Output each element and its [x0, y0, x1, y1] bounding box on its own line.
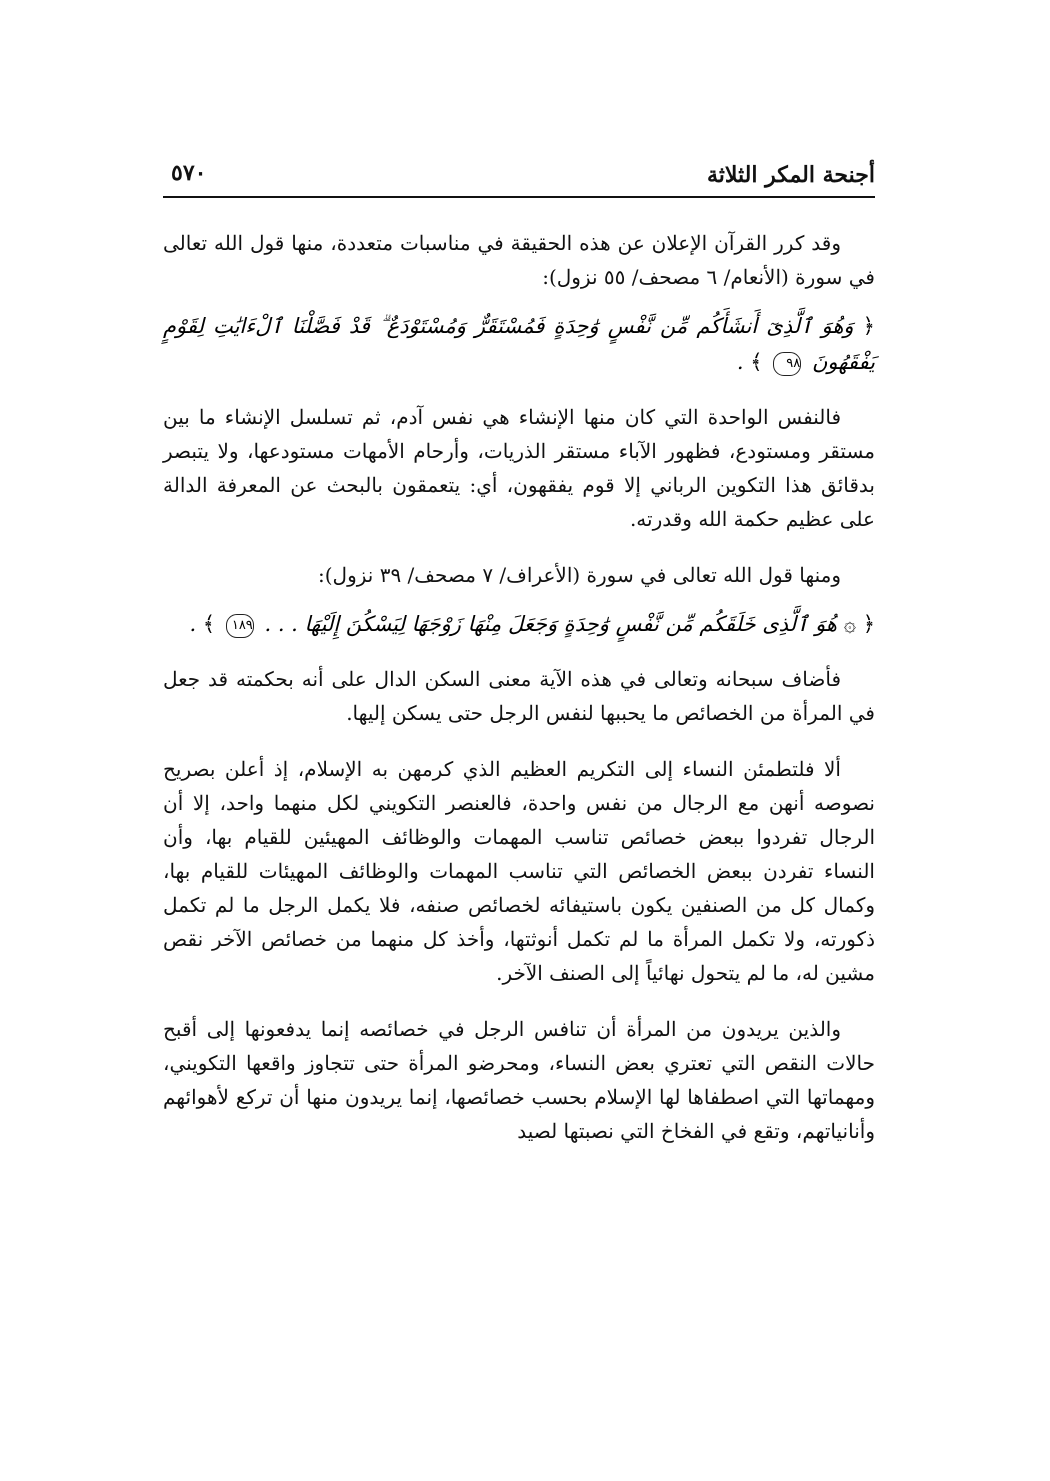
paragraph-5: ألا فلتطمئن النساء إلى التكريم العظيم الذي كرمهن به الإسلام، إذ أعلن بصريح نصوصه أنهن مع الرجال من نفس واحدة، فالعنصر التكويني لكل منهما واحد، إلا أن الرجال تفردوا ببعض خصائص تناسب المهمات والوظائف المهيئين للقيام بها، وأن النساء تفردن ببعض الخصائص التي تناسب المهمات والوظائف المهيئات للقيام بها، وكمال كل من الصنفين يكون باستيفائه لخصائص صنفه، فلا يكمل الرجل ما لم تكمل ذكورته، ولا تكمل المرأة ما لم تكمل أنوثتها، وأخذ كل منهما من خصائص الآخر نقص مشين له، ما لم يتحول نهائياً إلى الصنف الآخر. [163, 757, 875, 985]
running-title: أجنحة المكر الثلاثة [707, 162, 875, 188]
verse-close-bracket: ﴾ [750, 350, 763, 374]
verse-2-text: هُوَ ٱلَّذِى خَلَقَكُم مِّن نَّفْسٍ وَٰحِدَةٍ وَجَعَلَ مِنْهَا زَوْجَهَا لِيَسْكُنَ إِلَيْهَا . . . [264, 612, 837, 636]
paragraph-6: والذين يريدون من المرأة أن تنافس الرجل في خصائصه إنما يدفعونها إلى أقبح حالات النقص التي تعتري بعض النساء، ومحرضو المرأة حتى تتجاوز واقعها التكويني، ومهماتها التي اصطفاها لها الإسلام بحسب خصائصها، إنما يريدون منها أن تركع لأهوائهم وأنانياتهم، وتقع في الفخاخ التي نصبتها لصيد [163, 1017, 875, 1143]
page-number: ٥٧٠ [171, 160, 207, 186]
verse-1-text: وَهُوَ ٱلَّذِىٓ أَنشَأَكُم مِّن نَّفْسٍ وَٰحِدَةٍ فَمُسْتَقَرٌّ وَمُسْتَوْدَعٌ ۗ قَدْ فَصَّلْنَا ٱلْءَايَٰتِ لِقَوْمٍ يَفْقَهُونَ [163, 314, 875, 374]
ayah-number-badge: ٩٨ [773, 352, 801, 376]
verse-open-bracket: ﴿ [862, 314, 875, 338]
sajda-mark-icon: ۞ [843, 612, 856, 636]
quran-verse-1: ﴿ وَهُوَ ٱلَّذِىٓ أَنشَأَكُم مِّن نَّفْسٍ وَٰحِدَةٍ فَمُسْتَقَرٌّ وَمُسْتَوْدَعٌ ۗ قَدْ فَصَّلْنَا ٱلْءَايَٰتِ لِقَوْمٍ يَفْقَهُونَ ٩٨ ﴾ . [163, 314, 875, 374]
ayah-number-badge: ١٨٩ [226, 614, 254, 638]
paragraph-4: فأضاف سبحانه وتعالى في هذه الآية معنى السكن الدال على أنه بحكمته قد جعل في المرأة من الخصائص ما يحببها لنفس الرجل حتى يسكن إليها. [163, 667, 875, 725]
paragraph-1: وقد كرر القرآن الإعلان عن هذه الحقيقة في مناسبات متعددة، منها قول الله تعالى في سورة (الأنعام/ ٦ مصحف/ ٥٥ نزول): [163, 231, 875, 289]
verse-open-bracket: ﴿ [862, 612, 875, 636]
quran-verse-2: ﴿ ۞ هُوَ ٱلَّذِى خَلَقَكُم مِّن نَّفْسٍ وَٰحِدَةٍ وَجَعَلَ مِنْهَا زَوْجَهَا لِيَسْكُنَ إِلَيْهَا . . . ١٨٩ ﴾ . [189, 612, 875, 636]
verse-close-bracket: ﴾ [202, 612, 216, 636]
paragraph-2: فالنفس الواحدة التي كان منها الإنشاء هي نفس آدم، ثم تسلسل الإنشاء ما بين مستقر ومستودع، فظهور الآباء مستقر الذريات، وأرحام الأمهات مستودعها، ولا يتبصر بدقائق هذا التكوين الرباني إلا قوم يفقهون، أي: يتعمقون بالبحث عن المعرفة الدالة على عظيم حكمة الله وقدرته. [163, 405, 875, 531]
paragraph-3: ومنها قول الله تعالى في سورة (الأعراف/ ٧ مصحف/ ٣٩ نزول): [318, 563, 841, 587]
page-header [163, 156, 875, 198]
body-text [163, 226, 875, 1170]
